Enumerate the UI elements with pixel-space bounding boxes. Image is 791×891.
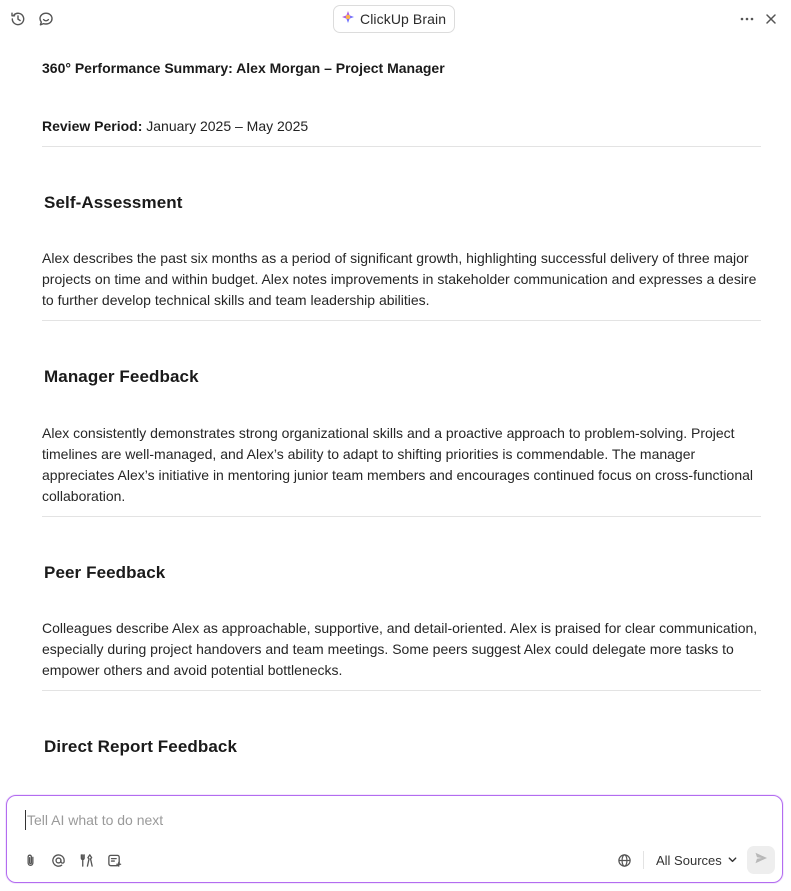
globe-icon[interactable] xyxy=(615,851,633,869)
section-heading: Self-Assessment xyxy=(44,193,183,212)
close-icon[interactable] xyxy=(761,9,781,29)
section-body: Alex consistently demonstrates strong organizational skills and a proactive approach to problem-solving. Project timelines are well-managed, and Alex’s ability to adapt to shifting priorities is commendable. The manager appreciates Alex’s initiative in mentoring junior team members and encourages continued focus on cross-functional collaboration. xyxy=(42,425,754,504)
document-title: 360° Performance Summary: Alex Morgan – Project Manager xyxy=(42,60,445,76)
sources-label: All Sources xyxy=(656,852,722,868)
clickup-brain-button[interactable] xyxy=(333,5,455,33)
section-self-assessment xyxy=(42,147,761,321)
brand-label: ClickUp Brain xyxy=(360,11,447,27)
add-note-icon[interactable] xyxy=(105,851,123,869)
header-bar xyxy=(0,0,791,38)
review-period-value: January 2025 – May 2025 xyxy=(142,118,309,134)
section-body: Colleagues describe Alex as approachable, supportive, and detail-oriented. Alex is praised for clear communication, especially during project handovers and team meetings. Some peers suggest Alex could delegate more tasks to empower others and avoid potential bottlenecks. xyxy=(42,620,758,678)
clickup-brain-logo-icon xyxy=(341,10,355,29)
section-body: Alex describes the past six months as a period of significant growth, highlighting successful delivery of three major projects on time and within budget. Alex notes improvements in stakeholder communication and expresses a desire to further develop technical skills and team leadership abilities. xyxy=(42,250,757,308)
attachment-icon[interactable] xyxy=(21,851,39,869)
section-heading: Direct Report Feedback xyxy=(44,737,238,756)
section-peer-feedback xyxy=(42,517,761,691)
review-period xyxy=(42,117,761,147)
section-direct-report-feedback xyxy=(42,691,761,758)
mention-icon[interactable] xyxy=(49,851,67,869)
sources-dropdown[interactable] xyxy=(656,850,738,870)
chevron-down-icon xyxy=(727,853,738,868)
toolbar-divider xyxy=(643,851,644,869)
document-content xyxy=(42,44,761,789)
chat-bubble-icon[interactable] xyxy=(36,9,56,29)
history-icon[interactable] xyxy=(8,9,28,29)
more-horizontal-icon[interactable] xyxy=(737,9,757,29)
ai-composer xyxy=(6,795,783,883)
review-period-label: Review Period: xyxy=(42,118,143,134)
section-heading: Manager Feedback xyxy=(44,367,199,386)
section-heading: Peer Feedback xyxy=(44,563,166,582)
send-button[interactable] xyxy=(747,846,775,874)
tools-icon[interactable] xyxy=(77,851,95,869)
ai-prompt-input[interactable] xyxy=(25,810,625,830)
send-icon xyxy=(754,851,768,870)
section-manager-feedback xyxy=(42,321,761,517)
